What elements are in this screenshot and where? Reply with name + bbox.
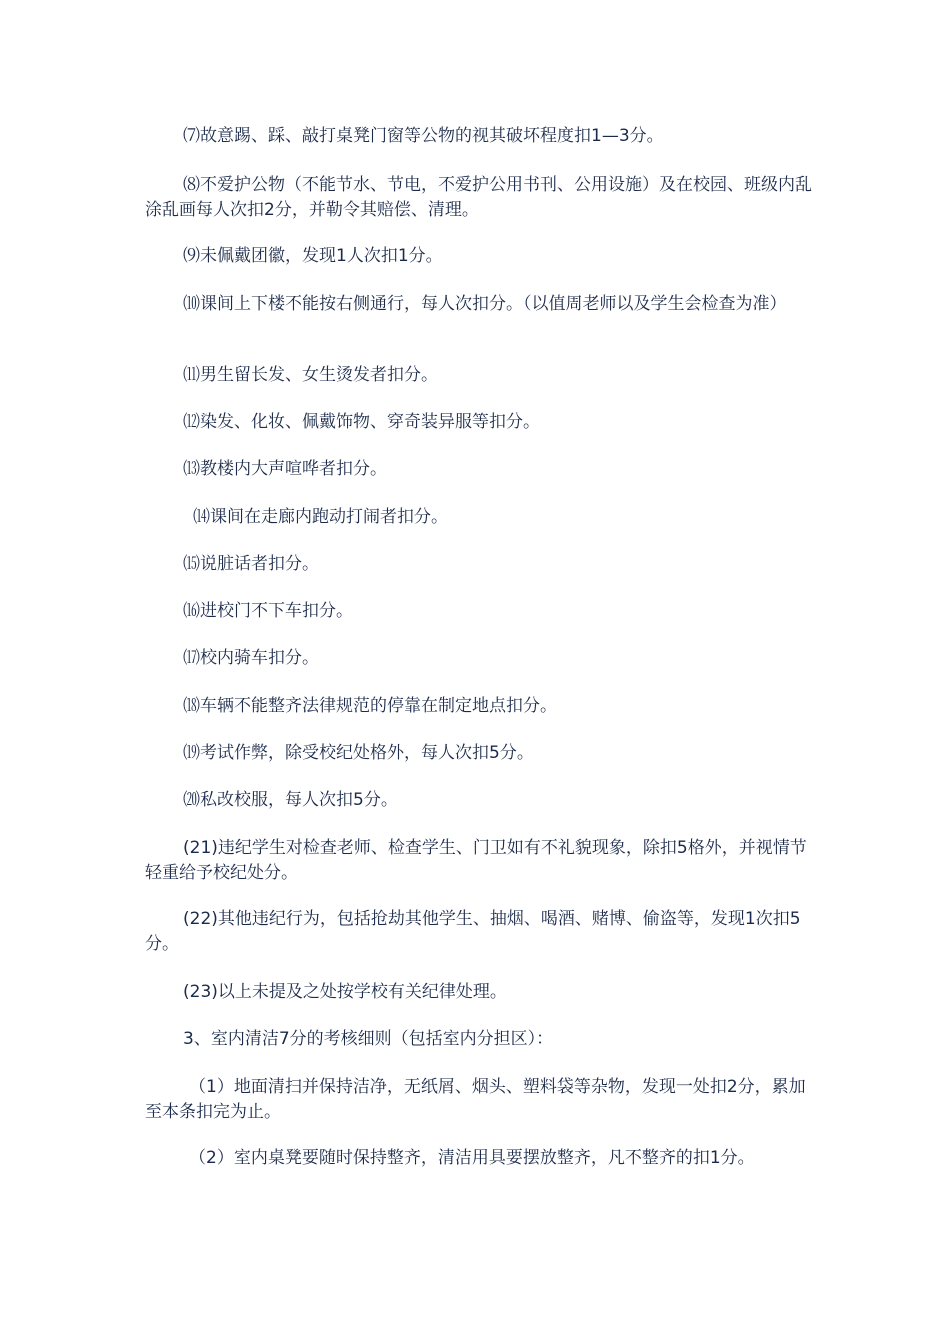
- paragraph-item-22: (22)其他违纪行为，包括抢劫其他学生、抽烟、喝酒、赌博、偷盗等，发现1次扣5分。: [145, 909, 801, 954]
- paragraph-item-19: ⒆考试作弊，除受校纪处格外，每人次扣5分。: [183, 743, 534, 763]
- section-heading-indoor-cleaning: 3、室内清洁7分的考核细则（包括室内分担区）：: [183, 1029, 554, 1049]
- paragraph-item-17: ⒄校内骑车扣分。: [183, 648, 319, 668]
- paragraph-item-9: ⑼未佩戴团徽，发现1人次扣1分。: [183, 246, 443, 266]
- paragraph-cleaning-1: （1）地面清扫并保持洁净，无纸屑、烟头、塑料袋等杂物，发现一处扣2分，累加至本条扣完为止。: [145, 1077, 806, 1122]
- paragraph-item-18: ⒅车辆不能整齐法律规范的停靠在制定地点扣分。: [183, 696, 557, 716]
- paragraph-item-21: (21)违纪学生对检查老师、检查学生、门卫如有不礼貌现象，除扣5格外，并视情节轻重给予校纪处分。: [145, 838, 807, 883]
- paragraph-item-8: ⑻不爱护公物（不能节水、节电，不爱护公用书刊、公用设施）及在校园、班级内乱涂乱画每人次扣2分，并勒令其赔偿、清理。: [145, 175, 812, 220]
- paragraph-item-12: ⑿染发、化妆、佩戴饰物、穿奇装异服等扣分。: [183, 412, 540, 432]
- paragraph-item-11: ⑾男生留长发、女生烫发者扣分。: [183, 365, 438, 385]
- paragraph-item-10: ⑽课间上下楼不能按右侧通行，每人次扣分。（以值周老师以及学生会检查为准）: [183, 294, 787, 314]
- paragraph-cleaning-2: （2）室内桌凳要随时保持整齐，清洁用具要摆放整齐，凡不整齐的扣1分。: [189, 1148, 755, 1168]
- paragraph-item-23: (23)以上未提及之处按学校有关纪律处理。: [183, 982, 507, 1002]
- paragraph-item-13: ⒀教楼内大声喧哗者扣分。: [183, 459, 387, 479]
- paragraph-item-20: ⒇私改校服，每人次扣5分。: [183, 790, 398, 810]
- paragraph-item-7: ⑺故意踢、踩、敲打桌凳门窗等公物的视其破坏程度扣1—3分。: [183, 126, 664, 146]
- paragraph-item-14: ⒁课间在走廊内跑动打闹者扣分。: [193, 507, 448, 527]
- paragraph-item-15: ⒂说脏话者扣分。: [183, 554, 319, 574]
- paragraph-item-16: ⒃进校门不下车扣分。: [183, 601, 353, 621]
